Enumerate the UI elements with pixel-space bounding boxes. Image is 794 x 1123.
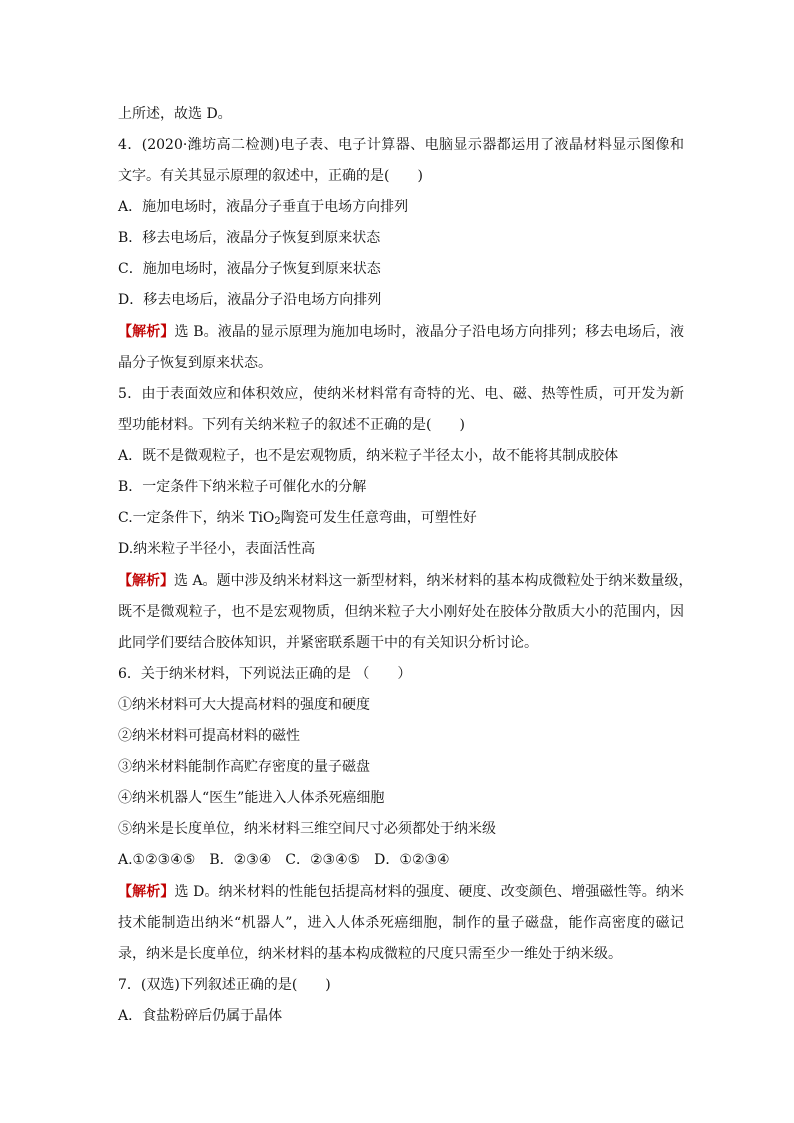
answer-analysis: 技术能制造出纳米“机器人”，进入人体杀死癌细胞，制作的量子磁盘，能作高密度的磁记 [118,915,684,931]
answer-analysis: 晶分子恢复到原来状态。 [118,355,272,371]
option-c: C.一定条件下，纳米 TiO$_2$陶瓷可发生任意弯曲，可塑性好 [118,510,477,527]
question-5-stem: 型功能材料。下列有关纳米粒子的叙述不正确的是( ) [118,417,465,433]
analysis-tag: 【解析】 [118,573,174,589]
answer-analysis: 【解析】选 B。液晶的显示原理为施加电场时，液晶分子沿电场方向排列；移去电场后，液 [118,324,684,340]
option-a: A．既不是微观粒子，也不是宏观物质，纳米粒子半径太小，故不能将其制成胶体 [118,448,619,464]
text-line: 上所述，故选 D。 [118,106,232,122]
statement-item: ②纳米材料可提高材料的磁性 [118,728,300,744]
option-b: B．移去电场后，液晶分子恢复到原来状态 [118,230,381,246]
statement-item: ⑤纳米是长度单位，纳米材料三维空间尺寸必须都处于纳米级 [118,821,496,837]
statement-item: ③纳米材料能制作高贮存密度的量子磁盘 [118,759,370,775]
question-6-stem: 6．关于纳米材料，下列说法正确的是 （ ） [118,666,412,682]
question-4-stem: 4．(2020·潍坊高二检测)电子表、电子计算器、电脑显示器都运用了液晶材料显示图像和 [118,137,684,153]
answer-analysis: 此同学们要结合胶体知识，并紧密联系题干中的有关知识分析讨论。 [118,635,538,651]
answer-analysis: 【解析】选 A。题中涉及纳米材料这一新型材料，纳米材料的基本构成微粒处于纳米数量级， [118,573,693,589]
option-a: A．食盐粉碎后仍属于晶体 [118,1008,283,1024]
question-7-stem: 7．(双选)下列叙述正确的是( ) [118,977,331,993]
option-d: D.纳米粒子半径小，表面活性高 [118,541,316,557]
answer-analysis: 【解析】选 D。纳米材料的性能包括提高材料的强度、硬度、改变颜色、增强磁性等。纳米 [118,884,684,900]
option-c: C．施加电场时，液晶分子恢复到原来状态 [118,261,381,277]
question-5-stem: 5．由于表面效应和体积效应，使纳米材料常有奇特的光、电、磁、热等性质，可开发为新 [118,386,684,402]
answer-analysis: 既不是微观粒子，也不是宏观物质，但纳米粒子大小刚好处在胶体分散质大小的范围内，因 [118,604,684,620]
option-a: A．施加电场时，液晶分子垂直于电场方向排列 [118,199,409,215]
answer-options: A.①②③④⑤ B．②③④ C．②③④⑤ D．①②③④ [118,852,450,868]
statement-item: ①纳米材料可大大提高材料的强度和硬度 [118,697,370,713]
question-4-stem: 文字。有关其显示原理的叙述中，正确的是( ) [118,168,423,184]
analysis-tag: 【解析】 [118,884,175,900]
option-b: B．一定条件下纳米粒子可催化水的分解 [118,479,367,495]
statement-item: ④纳米机器人“医生”能进入人体杀死癌细胞 [118,790,385,806]
analysis-tag: 【解析】 [118,324,175,340]
option-d: D．移去电场后，液晶分子沿电场方向排列 [118,292,382,308]
answer-analysis: 录，纳米是长度单位，纳米材料的基本构成微粒的尺度只需至少一维处于纳米级。 [118,946,622,962]
